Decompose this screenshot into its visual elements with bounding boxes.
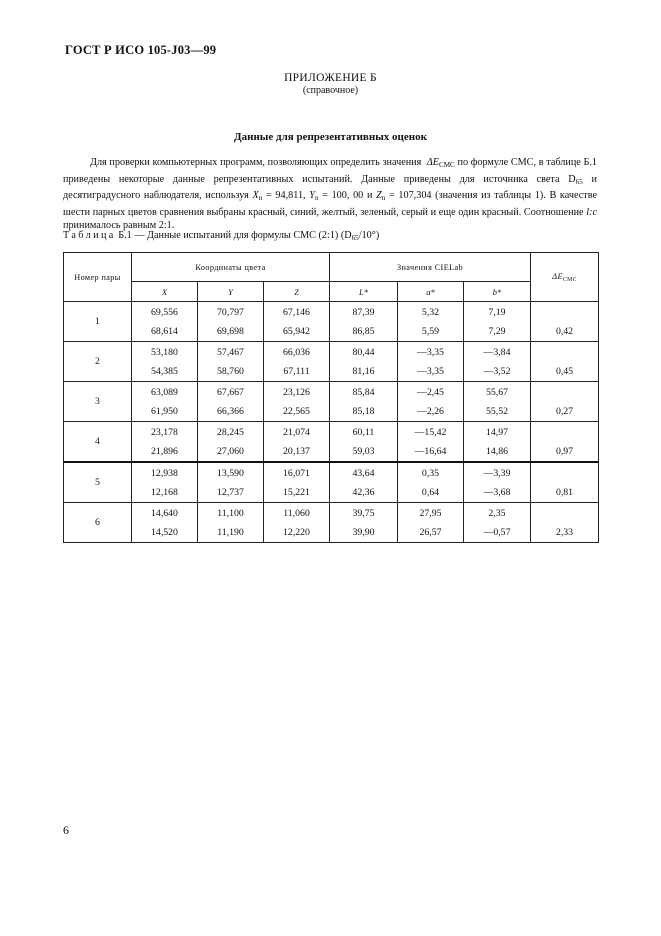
value-cell: 12,938 (132, 462, 198, 483)
d65-subscript: 65 (575, 177, 583, 186)
table-header-row (64, 253, 599, 282)
value-cell: 23,126 (264, 382, 330, 403)
value-cell: 39,90 (330, 523, 398, 543)
intro-paragraph (63, 156, 597, 233)
value-cell: 67,111 (264, 362, 330, 382)
annex-subtitle: (справочное) (302, 85, 359, 96)
value-cell: 21,896 (132, 442, 198, 462)
para-text-4: принималось равным 2:1. (63, 220, 175, 231)
header-cielab: Значения CIELab (330, 253, 531, 282)
table-row (64, 442, 599, 462)
value-cell: —3,35 (398, 362, 464, 382)
table-row (64, 483, 599, 503)
value-cell: 28,245 (198, 422, 264, 443)
value-cell: 0,64 (398, 483, 464, 503)
delta-e-cell: 0,97 (531, 442, 599, 462)
caption-d65-subscript: 65 (351, 234, 359, 242)
table-row (64, 322, 599, 342)
value-cell: 0,35 (398, 462, 464, 483)
zn-value: = 107,304 (значения из таблицы 1). В качестве шести парных цветов сравнения выбраны красный, синий, желтый, зеленый, серый и еще один красный. Соотношение (63, 190, 597, 218)
subheader-l: L* (330, 282, 398, 302)
zn-symbol: Z (376, 190, 382, 201)
value-cell: 67,146 (264, 302, 330, 323)
yn-subscript: n (314, 194, 319, 202)
pair-number-cell: 2 (64, 342, 132, 382)
value-cell: 5,59 (398, 322, 464, 342)
table-row (64, 382, 599, 403)
value-cell: 15,221 (264, 483, 330, 503)
value-cell: 70,797 (198, 302, 264, 323)
subheader-x: X (132, 282, 198, 302)
yn-symbol: Y (309, 190, 315, 201)
pair-number-cell: 3 (64, 382, 132, 422)
value-cell: 14,97 (464, 422, 531, 443)
value-cell: 43,64 (330, 462, 398, 483)
value-cell: 12,220 (264, 523, 330, 543)
caption-tail: /10°) (358, 230, 380, 241)
value-cell: 22,565 (264, 402, 330, 422)
subheader-y: Y (198, 282, 264, 302)
value-cell: 7,29 (464, 322, 531, 342)
data-table (63, 252, 599, 543)
value-cell: 66,366 (198, 402, 264, 422)
delta-e-cell (531, 342, 599, 363)
delta-e-cell (531, 462, 599, 483)
value-cell: 16,071 (264, 462, 330, 483)
annex-title: ПРИЛОЖЕНИЕ Б (284, 72, 377, 84)
value-cell: 60,11 (330, 422, 398, 443)
value-cell: 65,942 (264, 322, 330, 342)
delta-e-cell: 0,45 (531, 362, 599, 382)
table-row (64, 362, 599, 382)
zn-subscript: n (381, 194, 386, 202)
value-cell: 85,84 (330, 382, 398, 403)
value-cell: —0,57 (464, 523, 531, 543)
document-header: ГОСТ Р ИСО 105-J03—99 (65, 43, 217, 57)
value-cell: 55,67 (464, 382, 531, 403)
table-row (64, 523, 599, 543)
value-cell: 42,36 (330, 483, 398, 503)
delta-e-cell: 0,42 (531, 322, 599, 342)
delta-e-cell: 0,27 (531, 402, 599, 422)
value-cell: —3,84 (464, 342, 531, 363)
value-cell: 11,100 (198, 503, 264, 524)
header-color-coords: Координаты цвета (132, 253, 330, 282)
value-cell: 39,75 (330, 503, 398, 524)
value-cell: 55,52 (464, 402, 531, 422)
subheader-a: a* (398, 282, 464, 302)
value-cell: —3,39 (464, 462, 531, 483)
value-cell: 5,32 (398, 302, 464, 323)
value-cell: 20,137 (264, 442, 330, 462)
table-row (64, 342, 599, 363)
delta-e-cell: 0,81 (531, 483, 599, 503)
value-cell: —3,35 (398, 342, 464, 363)
value-cell: 58,760 (198, 362, 264, 382)
value-cell: 21,074 (264, 422, 330, 443)
header-delta-e (531, 253, 599, 302)
value-cell: 86,85 (330, 322, 398, 342)
xn-value: = 94,811, (262, 190, 310, 201)
table-row (64, 462, 599, 483)
yn-value: = 100, 00 и (318, 190, 377, 201)
caption-prefix: Таблица (63, 230, 116, 241)
table-row (64, 422, 599, 443)
xn-subscript: n (258, 194, 263, 202)
value-cell: —2,26 (398, 402, 464, 422)
value-cell: 12,168 (132, 483, 198, 503)
delta-e-cell (531, 422, 599, 443)
value-cell: 27,060 (198, 442, 264, 462)
value-cell: 54,385 (132, 362, 198, 382)
caption-text: Б.1 — Данные испытаний для формулы CMC (2:1) (D (115, 230, 352, 241)
value-cell: 11,190 (198, 523, 264, 543)
value-cell: 53,180 (132, 342, 198, 363)
value-cell: 87,39 (330, 302, 398, 323)
table-row (64, 402, 599, 422)
value-cell: 81,16 (330, 362, 398, 382)
value-cell: 27,95 (398, 503, 464, 524)
value-cell: 14,86 (464, 442, 531, 462)
value-cell: 85,18 (330, 402, 398, 422)
value-cell: 59,03 (330, 442, 398, 462)
value-cell: 80,44 (330, 342, 398, 363)
value-cell: 69,698 (198, 322, 264, 342)
header-delta-e-subscript: CMC (562, 276, 577, 283)
delta-e-symbol: ΔE (426, 157, 439, 168)
page-number: 6 (63, 823, 69, 837)
value-cell: 23,178 (132, 422, 198, 443)
pair-number-cell: 4 (64, 422, 132, 463)
value-cell: 26,57 (398, 523, 464, 543)
value-cell: —2,45 (398, 382, 464, 403)
value-cell: 12,737 (198, 483, 264, 503)
cmc-subscript: CMC (438, 161, 455, 169)
value-cell: 68,614 (132, 322, 198, 342)
table-caption (63, 230, 379, 242)
xn-symbol: X (252, 190, 259, 201)
value-cell: —3,52 (464, 362, 531, 382)
value-cell: 61,950 (132, 402, 198, 422)
subheader-b: b* (464, 282, 531, 302)
header-delta-e-symbol: ΔE (552, 271, 563, 281)
value-cell: 7,19 (464, 302, 531, 323)
value-cell: 14,520 (132, 523, 198, 543)
para-text-3: и десятиградусного наблюдателя, используя (63, 173, 597, 201)
table-row (64, 503, 599, 524)
pair-number-cell: 1 (64, 302, 132, 342)
table-subheader-row (64, 282, 599, 302)
section-title: Данные для репрезентативных оценок (234, 131, 427, 143)
value-cell: 2,35 (464, 503, 531, 524)
value-cell: 69,556 (132, 302, 198, 323)
lc-ratio-symbol: l:c (586, 206, 597, 218)
value-cell: —3,68 (464, 483, 531, 503)
pair-number-cell: 5 (64, 462, 132, 503)
delta-e-cell (531, 382, 599, 403)
para-text-1: Для проверки компьютерных программ, позволяющих определить значения (90, 157, 422, 168)
value-cell: 14,640 (132, 503, 198, 524)
value-cell: 63,089 (132, 382, 198, 403)
value-cell: 13,590 (198, 462, 264, 483)
value-cell: 67,667 (198, 382, 264, 403)
value-cell: —15,42 (398, 422, 464, 443)
delta-e-cell (531, 302, 599, 323)
header-pair-number: Номер пары (64, 253, 132, 302)
value-cell: 66,036 (264, 342, 330, 363)
value-cell: 11,060 (264, 503, 330, 524)
table-row (64, 302, 599, 323)
para-text-2: по формуле CMC, в таблице Б.1 приведены некоторые данные репрезентативных испытаний. Данные приведены для источника света D (63, 157, 598, 185)
pair-number-cell: 6 (64, 503, 132, 543)
subheader-z: Z (264, 282, 330, 302)
value-cell: 57,467 (198, 342, 264, 363)
value-cell: —16,64 (398, 442, 464, 462)
delta-e-cell: 2,33 (531, 523, 599, 543)
delta-e-cell (531, 503, 599, 524)
